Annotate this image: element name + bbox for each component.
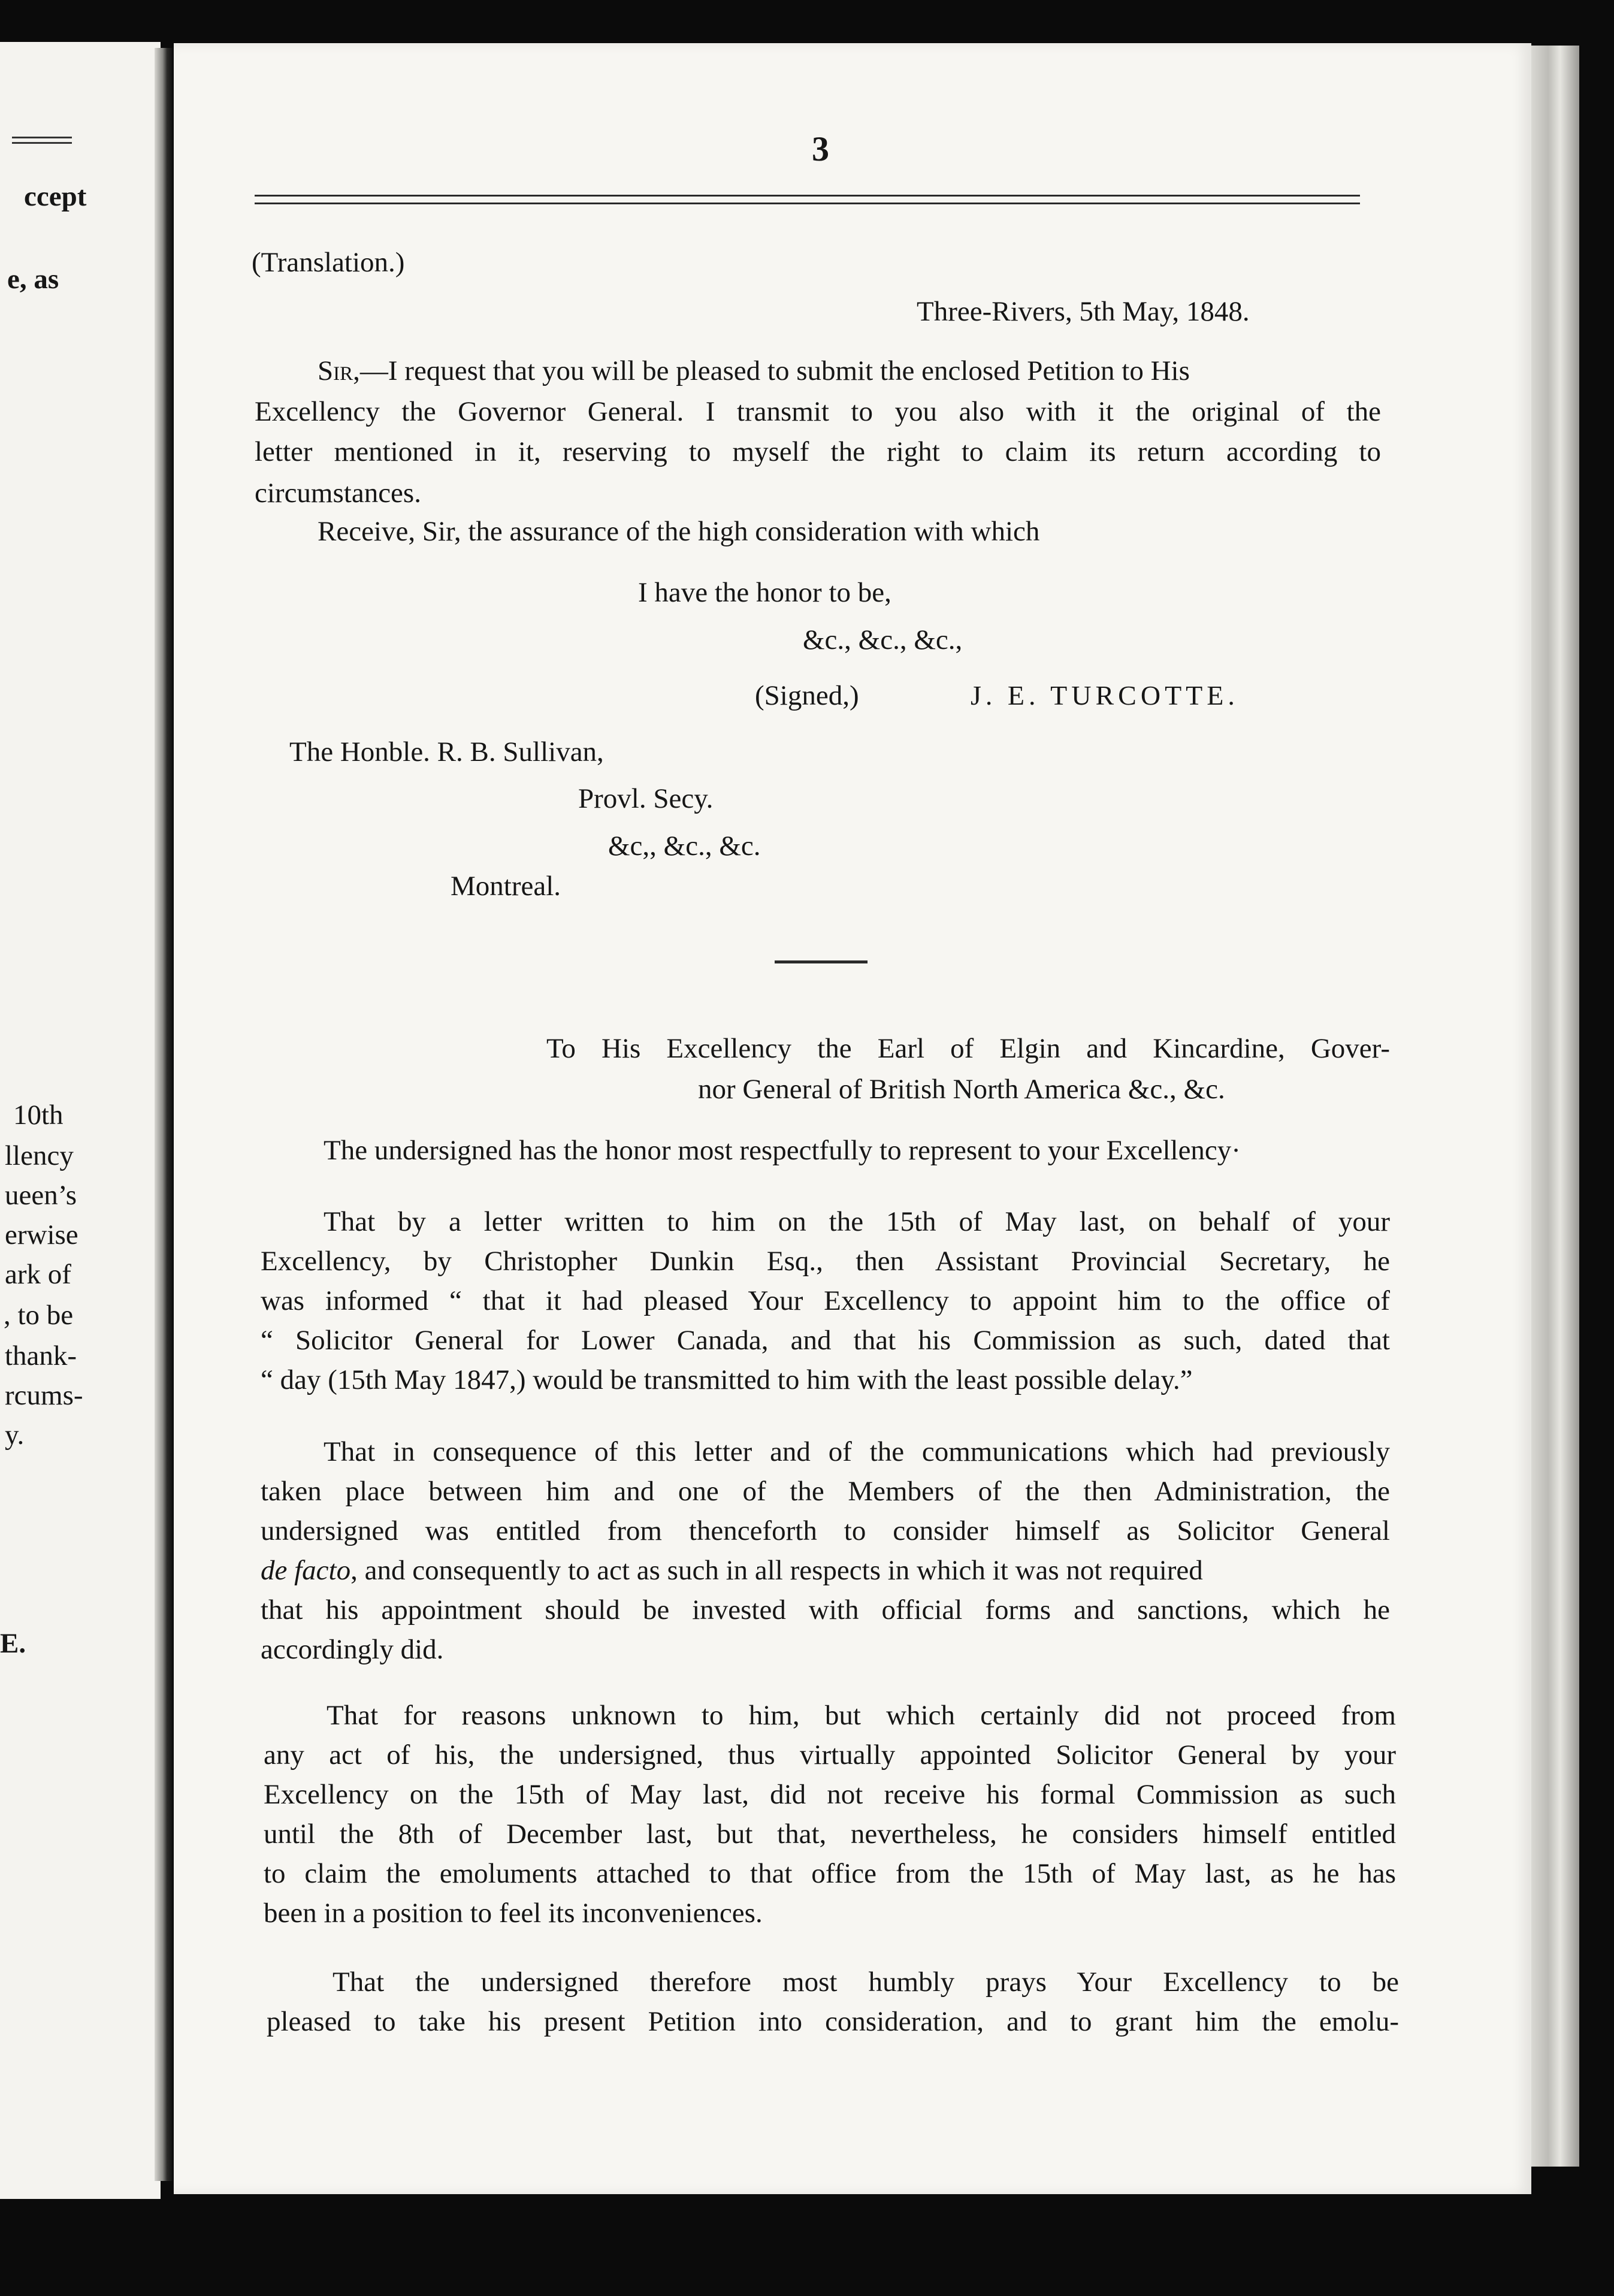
left-fragment: ccept bbox=[24, 181, 87, 212]
paragraph-line bbox=[261, 1557, 1390, 1585]
page-number: 3 bbox=[812, 129, 829, 168]
letter-etc: &c., &c., &c., bbox=[803, 624, 963, 655]
signature: J. E. TURCOTTE. bbox=[971, 680, 1239, 711]
petition-address: nor General of British North America &c., &c. bbox=[698, 1074, 1225, 1105]
left-fragment: y. bbox=[5, 1419, 25, 1451]
addressee-name: The Honble. R. B. Sullivan, bbox=[289, 736, 604, 768]
salutation: Sir, bbox=[318, 355, 360, 386]
addressee-etc: &c,, &c., &c. bbox=[608, 830, 761, 862]
left-fragment: E. bbox=[0, 1628, 26, 1659]
paragraph-line: Excellency, by Christopher Dunkin Esq., then Assistant Provincial Secretary, he bbox=[261, 1246, 1390, 1277]
left-fragment: 10th bbox=[13, 1099, 64, 1131]
page-edge bbox=[1531, 46, 1579, 2167]
letter-line: Excellency the Governor General. I transmit to you also with it the original of the bbox=[255, 396, 1381, 427]
paragraph-line: to claim the emoluments attached to that office from the 15th of May last, as he has bbox=[264, 1858, 1396, 1889]
letter-line: circumstances. bbox=[255, 478, 421, 509]
left-fragment: , to be bbox=[4, 1300, 74, 1331]
petition-intro: The undersigned has the honor most respectfully to represent to your Excellency· bbox=[324, 1135, 1241, 1166]
left-fragment: ark of bbox=[5, 1259, 71, 1290]
paragraph-line: undersigned was entitled from thenceforth to consider himself as Solicitor General bbox=[261, 1515, 1390, 1546]
addressee-place: Montreal. bbox=[451, 871, 561, 902]
paragraph-line: That the undersigned therefore most humbly prays Your Excellency to be bbox=[333, 1966, 1399, 1998]
paragraph-line: accordingly did. bbox=[261, 1634, 444, 1665]
left-fragment: rcums- bbox=[5, 1380, 83, 1411]
letter-line: —I request that you will be pleased to submit the enclosed Petition to His bbox=[359, 355, 1190, 386]
paragraph-line: Excellency on the 15th of May last, did not receive his formal Commission as such bbox=[264, 1779, 1396, 1810]
left-fragment: thank- bbox=[5, 1340, 77, 1371]
left-page-rule bbox=[12, 137, 72, 144]
letter-honor: I have the honor to be, bbox=[638, 577, 891, 608]
paragraph-line: until the 8th of December last, but that, nevertheless, he considers himself entitled bbox=[264, 1818, 1396, 1850]
paragraph-line: taken place between him and one of the Members of the then Administration, the bbox=[261, 1476, 1390, 1507]
paragraph-line: That in consequence of this letter and of the communications which had previously bbox=[324, 1436, 1390, 1467]
letter-closing: Receive, Sir, the assurance of the high consideration with which bbox=[318, 516, 1040, 547]
paragraph-line: that his appointment should be invested with official forms and sanctions, which he bbox=[261, 1594, 1390, 1626]
left-fragment: ueen’s bbox=[5, 1180, 77, 1211]
left-fragment: erwise bbox=[5, 1219, 78, 1250]
paragraph-line: “ day (15th May 1847,) would be transmitted to him with the least possible delay.” bbox=[261, 1364, 1193, 1395]
latin-term: de facto bbox=[261, 1555, 351, 1586]
paragraph-line: was informed “ that it had pleased Your Excellency to appoint him to the office of bbox=[261, 1285, 1390, 1316]
addressee-title: Provl. Secy. bbox=[578, 783, 714, 814]
petition-address: To His Excellency the Earl of Elgin and Kincardine, Gover- bbox=[546, 1033, 1390, 1064]
paragraph-line: any act of his, the undersigned, thus virtually appointed Solicitor General by your bbox=[264, 1739, 1396, 1771]
letter-first-line bbox=[318, 357, 1381, 385]
header-rule bbox=[255, 195, 1360, 204]
book-gutter bbox=[155, 48, 173, 2181]
letter-dateline: Three-Rivers, 5th May, 1848. bbox=[917, 296, 1250, 327]
left-fragment: e, as bbox=[7, 264, 59, 295]
letter-line: letter mentioned in it, reserving to myself the right to claim its return according to bbox=[255, 436, 1381, 467]
paragraph-line-rest: , and consequently to act as such in all respects in which it was not required bbox=[350, 1555, 1203, 1586]
left-fragment: llency bbox=[5, 1140, 74, 1171]
paragraph-line: “ Solicitor General for Lower Canada, and that his Commission as such, dated that bbox=[261, 1325, 1390, 1356]
section-divider bbox=[775, 960, 868, 963]
paragraph-line: That by a letter written to him on the 15th of May last, on behalf of your bbox=[324, 1206, 1390, 1237]
paragraph-line: been in a position to feel its inconveniences. bbox=[264, 1898, 763, 1929]
signed-label: (Signed,) bbox=[755, 680, 859, 711]
paragraph-line: That for reasons unknown to him, but which certainly did not proceed from bbox=[327, 1700, 1396, 1731]
paragraph-line: pleased to take his present Petition into consideration, and to grant him the emolu- bbox=[267, 2006, 1399, 2037]
letter-heading: (Translation.) bbox=[252, 247, 405, 278]
